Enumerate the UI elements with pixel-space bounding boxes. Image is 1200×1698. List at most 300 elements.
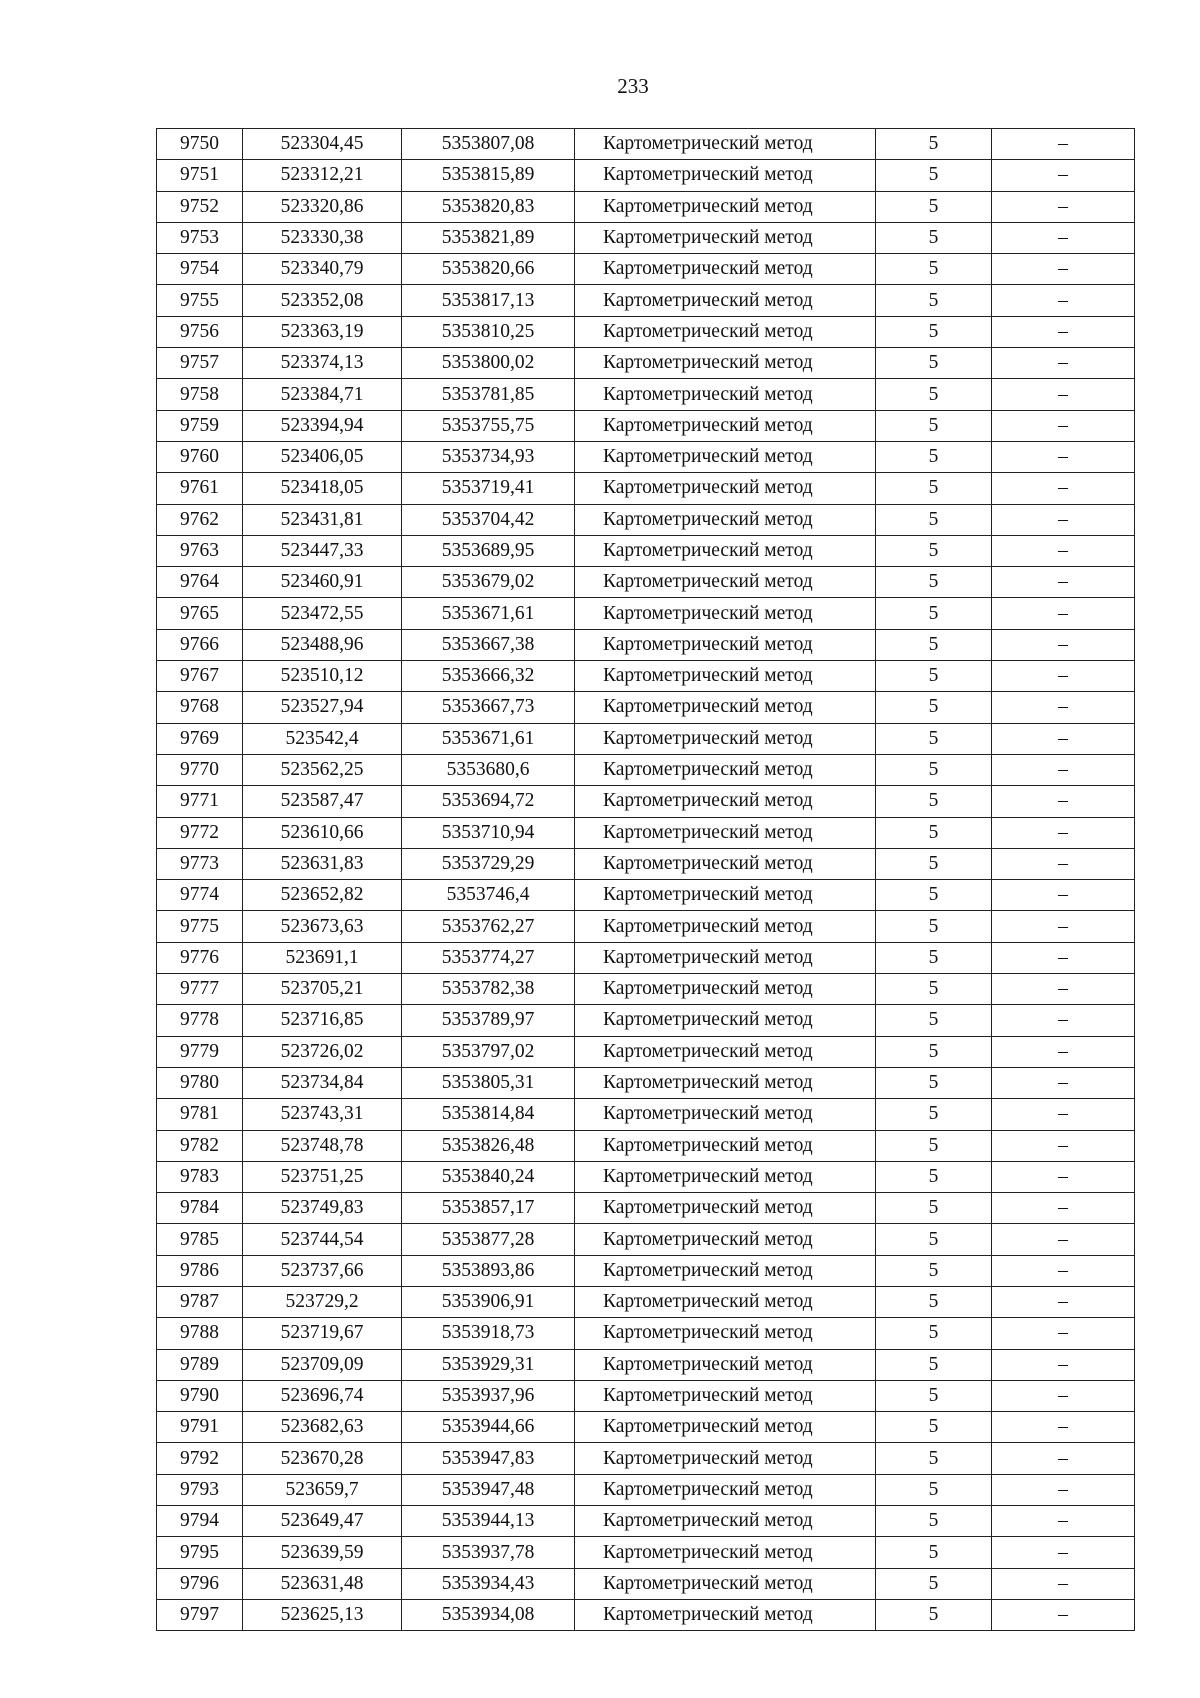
y-coordinate-cell: 5353719,41 — [402, 473, 575, 504]
table-row — [157, 129, 1135, 160]
note-cell: – — [992, 1286, 1135, 1317]
x-coordinate-cell: 523587,47 — [243, 786, 402, 817]
note-cell: – — [992, 410, 1135, 441]
y-coordinate-cell: 5353906,91 — [402, 1286, 575, 1317]
accuracy-cell: 5 — [876, 1380, 992, 1411]
method-cell: Картометрический метод — [575, 1443, 876, 1474]
point-number-cell: 9753 — [157, 222, 243, 253]
x-coordinate-cell: 523751,25 — [243, 1161, 402, 1192]
note-cell: – — [992, 754, 1135, 785]
y-coordinate-cell: 5353666,32 — [402, 661, 575, 692]
method-cell: Картометрический метод — [575, 1412, 876, 1443]
note-cell: – — [992, 1224, 1135, 1255]
method-cell: Картометрический метод — [575, 1193, 876, 1224]
y-coordinate-cell: 5353774,27 — [402, 942, 575, 973]
point-number-cell: 9781 — [157, 1099, 243, 1130]
x-coordinate-cell: 523649,47 — [243, 1506, 402, 1537]
y-coordinate-cell: 5353947,48 — [402, 1474, 575, 1505]
accuracy-cell: 5 — [876, 692, 992, 723]
method-cell: Картометрический метод — [575, 1599, 876, 1630]
point-number-cell: 9780 — [157, 1067, 243, 1098]
method-cell: Картометрический метод — [575, 1568, 876, 1599]
x-coordinate-cell: 523709,09 — [243, 1349, 402, 1380]
method-cell: Картометрический метод — [575, 1286, 876, 1317]
method-cell: Картометрический метод — [575, 441, 876, 472]
accuracy-cell: 5 — [876, 786, 992, 817]
table-row — [157, 1036, 1135, 1067]
x-coordinate-cell: 523488,96 — [243, 629, 402, 660]
note-cell: – — [992, 1412, 1135, 1443]
y-coordinate-cell: 5353680,6 — [402, 754, 575, 785]
y-coordinate-cell: 5353710,94 — [402, 817, 575, 848]
accuracy-cell: 5 — [876, 285, 992, 316]
y-coordinate-cell: 5353944,66 — [402, 1412, 575, 1443]
x-coordinate-cell: 523652,82 — [243, 880, 402, 911]
y-coordinate-cell: 5353937,78 — [402, 1537, 575, 1568]
method-cell: Картометрический метод — [575, 1036, 876, 1067]
y-coordinate-cell: 5353704,42 — [402, 504, 575, 535]
accuracy-cell: 5 — [876, 254, 992, 285]
method-cell: Картометрический метод — [575, 786, 876, 817]
x-coordinate-cell: 523743,31 — [243, 1099, 402, 1130]
x-coordinate-cell: 523631,83 — [243, 848, 402, 879]
method-cell: Картометрический метод — [575, 848, 876, 879]
x-coordinate-cell: 523510,12 — [243, 661, 402, 692]
accuracy-cell: 5 — [876, 504, 992, 535]
x-coordinate-cell: 523340,79 — [243, 254, 402, 285]
x-coordinate-cell: 523639,59 — [243, 1537, 402, 1568]
point-number-cell: 9775 — [157, 911, 243, 942]
accuracy-cell: 5 — [876, 1161, 992, 1192]
note-cell: – — [992, 1318, 1135, 1349]
y-coordinate-cell: 5353944,13 — [402, 1506, 575, 1537]
accuracy-cell: 5 — [876, 1067, 992, 1098]
table-row — [157, 786, 1135, 817]
point-number-cell: 9792 — [157, 1443, 243, 1474]
point-number-cell: 9777 — [157, 974, 243, 1005]
x-coordinate-cell: 523374,13 — [243, 348, 402, 379]
note-cell: – — [992, 661, 1135, 692]
accuracy-cell: 5 — [876, 473, 992, 504]
table-row — [157, 1099, 1135, 1130]
point-number-cell: 9786 — [157, 1255, 243, 1286]
note-cell: – — [992, 723, 1135, 754]
point-number-cell: 9769 — [157, 723, 243, 754]
note-cell: – — [992, 1255, 1135, 1286]
table-row — [157, 848, 1135, 879]
point-number-cell: 9766 — [157, 629, 243, 660]
method-cell: Картометрический метод — [575, 1318, 876, 1349]
y-coordinate-cell: 5353797,02 — [402, 1036, 575, 1067]
y-coordinate-cell: 5353821,89 — [402, 222, 575, 253]
method-cell: Картометрический метод — [575, 692, 876, 723]
table-row — [157, 1318, 1135, 1349]
point-number-cell: 9751 — [157, 160, 243, 191]
note-cell: – — [992, 1568, 1135, 1599]
y-coordinate-cell: 5353807,08 — [402, 129, 575, 160]
note-cell: – — [992, 129, 1135, 160]
method-cell: Картометрический метод — [575, 880, 876, 911]
method-cell: Картометрический метод — [575, 1067, 876, 1098]
point-number-cell: 9776 — [157, 942, 243, 973]
accuracy-cell: 5 — [876, 880, 992, 911]
point-number-cell: 9758 — [157, 379, 243, 410]
point-number-cell: 9760 — [157, 441, 243, 472]
point-number-cell: 9787 — [157, 1286, 243, 1317]
note-cell: – — [992, 942, 1135, 973]
x-coordinate-cell: 523673,63 — [243, 911, 402, 942]
accuracy-cell: 5 — [876, 1286, 992, 1317]
point-number-cell: 9763 — [157, 535, 243, 566]
y-coordinate-cell: 5353671,61 — [402, 723, 575, 754]
note-cell: – — [992, 1599, 1135, 1630]
y-coordinate-cell: 5353893,86 — [402, 1255, 575, 1286]
point-number-cell: 9782 — [157, 1130, 243, 1161]
note-cell: – — [992, 817, 1135, 848]
note-cell: – — [992, 1380, 1135, 1411]
y-coordinate-cell: 5353667,38 — [402, 629, 575, 660]
method-cell: Картометрический метод — [575, 1255, 876, 1286]
point-number-cell: 9765 — [157, 598, 243, 629]
table-row — [157, 942, 1135, 973]
note-cell: – — [992, 160, 1135, 191]
x-coordinate-cell: 523562,25 — [243, 754, 402, 785]
table-row — [157, 535, 1135, 566]
accuracy-cell: 5 — [876, 1099, 992, 1130]
accuracy-cell: 5 — [876, 1193, 992, 1224]
x-coordinate-cell: 523330,38 — [243, 222, 402, 253]
y-coordinate-cell: 5353934,08 — [402, 1599, 575, 1630]
method-cell: Картометрический метод — [575, 1474, 876, 1505]
x-coordinate-cell: 523748,78 — [243, 1130, 402, 1161]
y-coordinate-cell: 5353820,66 — [402, 254, 575, 285]
point-number-cell: 9756 — [157, 316, 243, 347]
method-cell: Картометрический метод — [575, 723, 876, 754]
table-row — [157, 348, 1135, 379]
x-coordinate-cell: 523610,66 — [243, 817, 402, 848]
method-cell: Картометрический метод — [575, 1005, 876, 1036]
y-coordinate-cell: 5353679,02 — [402, 567, 575, 598]
accuracy-cell: 5 — [876, 848, 992, 879]
accuracy-cell: 5 — [876, 1568, 992, 1599]
table-row — [157, 1161, 1135, 1192]
note-cell: – — [992, 974, 1135, 1005]
x-coordinate-cell: 523460,91 — [243, 567, 402, 598]
x-coordinate-cell: 523431,81 — [243, 504, 402, 535]
accuracy-cell: 5 — [876, 348, 992, 379]
note-cell: – — [992, 1005, 1135, 1036]
y-coordinate-cell: 5353689,95 — [402, 535, 575, 566]
table-row — [157, 1130, 1135, 1161]
point-number-cell: 9768 — [157, 692, 243, 723]
method-cell: Картометрический метод — [575, 1349, 876, 1380]
method-cell: Картометрический метод — [575, 1161, 876, 1192]
y-coordinate-cell: 5353877,28 — [402, 1224, 575, 1255]
note-cell: – — [992, 285, 1135, 316]
note-cell: – — [992, 1099, 1135, 1130]
x-coordinate-cell: 523447,33 — [243, 535, 402, 566]
accuracy-cell: 5 — [876, 942, 992, 973]
table-row — [157, 504, 1135, 535]
method-cell: Картометрический метод — [575, 535, 876, 566]
method-cell: Картометрический метод — [575, 911, 876, 942]
method-cell: Картометрический метод — [575, 222, 876, 253]
x-coordinate-cell: 523691,1 — [243, 942, 402, 973]
note-cell: – — [992, 1036, 1135, 1067]
x-coordinate-cell: 523659,7 — [243, 1474, 402, 1505]
table-row — [157, 316, 1135, 347]
method-cell: Картометрический метод — [575, 379, 876, 410]
note-cell: – — [992, 504, 1135, 535]
accuracy-cell: 5 — [876, 441, 992, 472]
note-cell: – — [992, 598, 1135, 629]
accuracy-cell: 5 — [876, 316, 992, 347]
x-coordinate-cell: 523631,48 — [243, 1568, 402, 1599]
method-cell: Картометрический метод — [575, 567, 876, 598]
note-cell: – — [992, 191, 1135, 222]
table-row — [157, 379, 1135, 410]
point-number-cell: 9779 — [157, 1036, 243, 1067]
accuracy-cell: 5 — [876, 1412, 992, 1443]
accuracy-cell: 5 — [876, 535, 992, 566]
x-coordinate-cell: 523734,84 — [243, 1067, 402, 1098]
note-cell: – — [992, 379, 1135, 410]
x-coordinate-cell: 523472,55 — [243, 598, 402, 629]
accuracy-cell: 5 — [876, 1224, 992, 1255]
table-row — [157, 441, 1135, 472]
table-row — [157, 1380, 1135, 1411]
point-number-cell: 9788 — [157, 1318, 243, 1349]
x-coordinate-cell: 523737,66 — [243, 1255, 402, 1286]
accuracy-cell: 5 — [876, 1443, 992, 1474]
note-cell: – — [992, 254, 1135, 285]
point-number-cell: 9761 — [157, 473, 243, 504]
y-coordinate-cell: 5353815,89 — [402, 160, 575, 191]
accuracy-cell: 5 — [876, 629, 992, 660]
table-row — [157, 598, 1135, 629]
x-coordinate-cell: 523729,2 — [243, 1286, 402, 1317]
y-coordinate-cell: 5353947,83 — [402, 1443, 575, 1474]
method-cell: Картометрический метод — [575, 661, 876, 692]
method-cell: Картометрический метод — [575, 254, 876, 285]
table-row — [157, 629, 1135, 660]
method-cell: Картометрический метод — [575, 1506, 876, 1537]
x-coordinate-cell: 523363,19 — [243, 316, 402, 347]
x-coordinate-cell: 523625,13 — [243, 1599, 402, 1630]
method-cell: Картометрический метод — [575, 410, 876, 441]
note-cell: – — [992, 786, 1135, 817]
table-row — [157, 1255, 1135, 1286]
y-coordinate-cell: 5353929,31 — [402, 1349, 575, 1380]
table-row — [157, 222, 1135, 253]
x-coordinate-cell: 523527,94 — [243, 692, 402, 723]
note-cell: – — [992, 692, 1135, 723]
note-cell: – — [992, 316, 1135, 347]
note-cell: – — [992, 567, 1135, 598]
method-cell: Картометрический метод — [575, 285, 876, 316]
x-coordinate-cell: 523384,71 — [243, 379, 402, 410]
accuracy-cell: 5 — [876, 1036, 992, 1067]
x-coordinate-cell: 523418,05 — [243, 473, 402, 504]
x-coordinate-cell: 523696,74 — [243, 1380, 402, 1411]
note-cell: – — [992, 911, 1135, 942]
note-cell: – — [992, 880, 1135, 911]
method-cell: Картометрический метод — [575, 1099, 876, 1130]
table-row — [157, 754, 1135, 785]
y-coordinate-cell: 5353671,61 — [402, 598, 575, 629]
point-number-cell: 9754 — [157, 254, 243, 285]
page-number: 233 — [617, 74, 649, 98]
method-cell: Картометрический метод — [575, 1224, 876, 1255]
y-coordinate-cell: 5353918,73 — [402, 1318, 575, 1349]
method-cell: Картометрический метод — [575, 504, 876, 535]
method-cell: Картометрический метод — [575, 974, 876, 1005]
method-cell: Картометрический метод — [575, 348, 876, 379]
point-number-cell: 9778 — [157, 1005, 243, 1036]
method-cell: Картометрический метод — [575, 629, 876, 660]
y-coordinate-cell: 5353820,83 — [402, 191, 575, 222]
accuracy-cell: 5 — [876, 1130, 992, 1161]
table-row — [157, 1412, 1135, 1443]
table-row — [157, 1443, 1135, 1474]
point-number-cell: 9762 — [157, 504, 243, 535]
table-row — [157, 1224, 1135, 1255]
table-row — [157, 817, 1135, 848]
x-coordinate-cell: 523406,05 — [243, 441, 402, 472]
point-number-cell: 9793 — [157, 1474, 243, 1505]
point-number-cell: 9795 — [157, 1537, 243, 1568]
table-row — [157, 1506, 1135, 1537]
method-cell: Картометрический метод — [575, 160, 876, 191]
accuracy-cell: 5 — [876, 1506, 992, 1537]
y-coordinate-cell: 5353789,97 — [402, 1005, 575, 1036]
point-number-cell: 9783 — [157, 1161, 243, 1192]
accuracy-cell: 5 — [876, 567, 992, 598]
note-cell: – — [992, 1506, 1135, 1537]
accuracy-cell: 5 — [876, 911, 992, 942]
method-cell: Картометрический метод — [575, 598, 876, 629]
y-coordinate-cell: 5353800,02 — [402, 348, 575, 379]
accuracy-cell: 5 — [876, 1474, 992, 1505]
coordinates-table-body — [157, 129, 1135, 1631]
table-row — [157, 1568, 1135, 1599]
y-coordinate-cell: 5353746,4 — [402, 880, 575, 911]
x-coordinate-cell: 523304,45 — [243, 129, 402, 160]
note-cell: – — [992, 222, 1135, 253]
x-coordinate-cell: 523744,54 — [243, 1224, 402, 1255]
note-cell: – — [992, 848, 1135, 879]
table-row — [157, 160, 1135, 191]
x-coordinate-cell: 523542,4 — [243, 723, 402, 754]
point-number-cell: 9773 — [157, 848, 243, 879]
accuracy-cell: 5 — [876, 222, 992, 253]
accuracy-cell: 5 — [876, 817, 992, 848]
accuracy-cell: 5 — [876, 598, 992, 629]
y-coordinate-cell: 5353782,38 — [402, 974, 575, 1005]
note-cell: – — [992, 1474, 1135, 1505]
x-coordinate-cell: 523670,28 — [243, 1443, 402, 1474]
note-cell: – — [992, 1193, 1135, 1224]
point-number-cell: 9759 — [157, 410, 243, 441]
y-coordinate-cell: 5353826,48 — [402, 1130, 575, 1161]
point-number-cell: 9796 — [157, 1568, 243, 1599]
table-row — [157, 1474, 1135, 1505]
note-cell: – — [992, 535, 1135, 566]
table-row — [157, 567, 1135, 598]
method-cell: Картометрический метод — [575, 316, 876, 347]
note-cell: – — [992, 441, 1135, 472]
method-cell: Картометрический метод — [575, 942, 876, 973]
y-coordinate-cell: 5353937,96 — [402, 1380, 575, 1411]
accuracy-cell: 5 — [876, 1255, 992, 1286]
y-coordinate-cell: 5353817,13 — [402, 285, 575, 316]
accuracy-cell: 5 — [876, 723, 992, 754]
y-coordinate-cell: 5353734,93 — [402, 441, 575, 472]
y-coordinate-cell: 5353814,84 — [402, 1099, 575, 1130]
method-cell: Картометрический метод — [575, 1537, 876, 1568]
point-number-cell: 9764 — [157, 567, 243, 598]
table-row — [157, 880, 1135, 911]
y-coordinate-cell: 5353781,85 — [402, 379, 575, 410]
point-number-cell: 9767 — [157, 661, 243, 692]
y-coordinate-cell: 5353755,75 — [402, 410, 575, 441]
x-coordinate-cell: 523320,86 — [243, 191, 402, 222]
table-row — [157, 1599, 1135, 1630]
table-row — [157, 1286, 1135, 1317]
point-number-cell: 9794 — [157, 1506, 243, 1537]
y-coordinate-cell: 5353694,72 — [402, 786, 575, 817]
point-number-cell: 9757 — [157, 348, 243, 379]
note-cell: – — [992, 1067, 1135, 1098]
table-row — [157, 191, 1135, 222]
y-coordinate-cell: 5353762,27 — [402, 911, 575, 942]
y-coordinate-cell: 5353729,29 — [402, 848, 575, 879]
point-number-cell: 9770 — [157, 754, 243, 785]
point-number-cell: 9750 — [157, 129, 243, 160]
accuracy-cell: 5 — [876, 1349, 992, 1380]
point-number-cell: 9791 — [157, 1412, 243, 1443]
note-cell: – — [992, 1130, 1135, 1161]
table-row — [157, 1537, 1135, 1568]
point-number-cell: 9797 — [157, 1599, 243, 1630]
note-cell: – — [992, 348, 1135, 379]
y-coordinate-cell: 5353934,43 — [402, 1568, 575, 1599]
accuracy-cell: 5 — [876, 1318, 992, 1349]
accuracy-cell: 5 — [876, 974, 992, 1005]
table-row — [157, 692, 1135, 723]
accuracy-cell: 5 — [876, 191, 992, 222]
point-number-cell: 9752 — [157, 191, 243, 222]
y-coordinate-cell: 5353667,73 — [402, 692, 575, 723]
accuracy-cell: 5 — [876, 754, 992, 785]
x-coordinate-cell: 523705,21 — [243, 974, 402, 1005]
table-row — [157, 1349, 1135, 1380]
coordinates-table — [156, 128, 1135, 1631]
table-row — [157, 911, 1135, 942]
point-number-cell: 9784 — [157, 1193, 243, 1224]
x-coordinate-cell: 523352,08 — [243, 285, 402, 316]
table-row — [157, 410, 1135, 441]
method-cell: Картометрический метод — [575, 1380, 876, 1411]
accuracy-cell: 5 — [876, 1599, 992, 1630]
x-coordinate-cell: 523726,02 — [243, 1036, 402, 1067]
note-cell: – — [992, 1161, 1135, 1192]
accuracy-cell: 5 — [876, 129, 992, 160]
table-row — [157, 1005, 1135, 1036]
x-coordinate-cell: 523719,67 — [243, 1318, 402, 1349]
x-coordinate-cell: 523312,21 — [243, 160, 402, 191]
y-coordinate-cell: 5353805,31 — [402, 1067, 575, 1098]
